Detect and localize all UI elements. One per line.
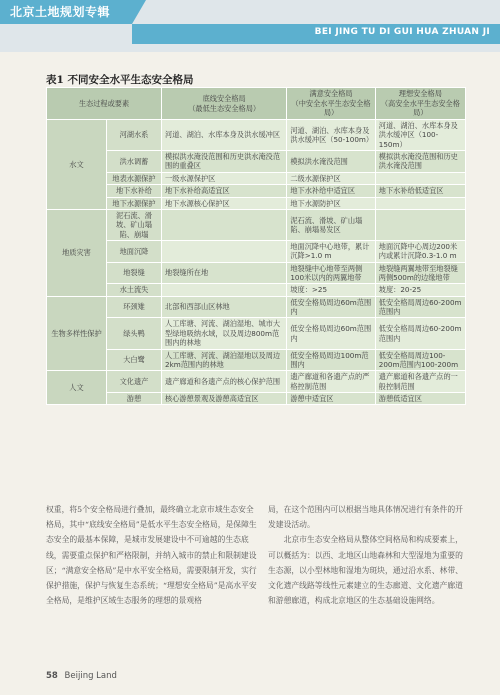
header-ideal xyxy=(375,88,465,120)
value-cell: 地面沉降中心地带，累计沉降>1.0 m xyxy=(287,240,375,262)
value-cell: 模拟洪水淹没范围和历史洪水淹没范围的重叠区 xyxy=(162,151,287,173)
body-text-right xyxy=(268,502,468,608)
value-cell: 地裂缝两翼地带至地裂缝两侧500m的边缘地带 xyxy=(375,262,465,284)
page-number: 58 xyxy=(46,671,58,681)
factor-cell: 环颈雉 xyxy=(107,296,162,318)
header-line: （中安全水平生态安全格局） xyxy=(291,98,371,118)
category-cell: 水文 xyxy=(47,120,107,210)
value-cell xyxy=(375,197,465,209)
table-row xyxy=(47,197,466,209)
table-row xyxy=(47,240,466,262)
value-cell: 模拟洪水淹没范围 xyxy=(287,151,375,173)
value-cell xyxy=(375,209,465,240)
value-cell xyxy=(375,172,465,184)
header-banner xyxy=(0,0,500,52)
value-cell: 一级水源保护区 xyxy=(162,172,287,184)
value-cell: 低安全格局周边60m范围内 xyxy=(287,318,375,349)
value-cell: 游憩低适宜区 xyxy=(375,392,465,404)
header-line: 底线安全格局 xyxy=(202,94,246,104)
value-cell xyxy=(162,284,287,296)
value-cell: 坡度：20-25 xyxy=(375,284,465,296)
value-cell: 北部和西部山区林地 xyxy=(162,296,287,318)
factor-cell: 河湖水系 xyxy=(107,120,162,151)
factor-cell: 大白鹭 xyxy=(107,349,162,371)
value-cell: 低安全格局周边100m范围内 xyxy=(287,349,375,371)
header-line: 生态过程或要素 xyxy=(78,98,130,108)
value-cell: 遗产廊道和各遗产点的核心保护范围 xyxy=(162,371,287,393)
table-row xyxy=(47,185,466,197)
section-pinyin: BEI JING TU DI GUI HUA ZHUAN JI xyxy=(314,27,490,37)
header-line: （高安全水平生态安全格局） xyxy=(380,98,460,118)
value-cell: 低安全格局周边100-200m范围内100-200m xyxy=(375,349,465,371)
category-cell: 地质灾害 xyxy=(47,209,107,296)
value-cell xyxy=(162,240,287,262)
table-header-row xyxy=(47,88,466,120)
table-row xyxy=(47,392,466,404)
factor-cell: 水土流失 xyxy=(107,284,162,296)
value-cell: 地下水补给中适宜区 xyxy=(287,185,375,197)
page-footer xyxy=(46,671,117,681)
header-baseline xyxy=(162,88,287,120)
value-cell: 人工库塘、河流、湖泊湿地、城市大型绿地吸纳水域，以及周边800m范围内的林地 xyxy=(162,318,287,349)
header-factor xyxy=(47,88,162,120)
value-cell: 泥石流、滑坡、矿山塌陷、崩塌易发区 xyxy=(287,209,375,240)
value-cell: 地下水补给高适宜区 xyxy=(162,185,287,197)
table-body xyxy=(47,120,466,405)
body-text-left xyxy=(46,502,258,608)
value-cell: 地裂缝所在地 xyxy=(162,262,287,284)
table-row xyxy=(47,284,466,296)
table-row xyxy=(47,349,466,371)
section-title: 北京土地规划专辑 xyxy=(0,0,132,24)
value-cell: 低安全格局周边60-200m范围内 xyxy=(375,318,465,349)
value-cell: 游憩中适宜区 xyxy=(287,392,375,404)
table-row xyxy=(47,371,466,393)
security-pattern-table xyxy=(46,87,466,405)
value-cell: 遗产廊道和各遗产点的一般控制范围 xyxy=(375,371,465,393)
factor-cell: 地下水补给 xyxy=(107,185,162,197)
value-cell: 二级水源保护区 xyxy=(287,172,375,184)
value-cell: 人工库塘、河流、湖泊湿地以及周边2km范围内的林地 xyxy=(162,349,287,371)
value-cell: 低安全格局周边60-200m范围内 xyxy=(375,296,465,318)
table-row xyxy=(47,151,466,173)
paragraph: 北京市生态安全格局从整体空间格局和构成要素上，可以概括为：以西、北地区山地森林和大型湿地为重要的生态源，以小型林地和湿地为斑块，通过沿水系、林带、文化遗产线路等线性元素建立的生态廊道、文化遗产廊道和游憩廊道，构成北京地区的生态基础设施网络。 xyxy=(268,535,463,606)
value-cell: 坡度：>25 xyxy=(287,284,375,296)
factor-cell: 泥石流、滑坡、矿山塌陷、崩塌 xyxy=(107,209,162,240)
table-row xyxy=(47,296,466,318)
factor-cell: 地裂缝 xyxy=(107,262,162,284)
value-cell: 河道、湖泊、水库本身及洪水缓冲区（50-100m） xyxy=(287,120,375,151)
header-line: （最低生态安全格局） xyxy=(188,103,261,113)
journal-name: Beijing Land xyxy=(64,671,117,681)
banner-tab-tail xyxy=(132,0,146,24)
table-row xyxy=(47,209,466,240)
value-cell: 地下水补给低适宜区 xyxy=(375,185,465,197)
table-caption: 表1 不同安全水平生态安全格局 xyxy=(46,74,194,86)
table-row xyxy=(47,172,466,184)
value-cell: 地面沉降中心周边200米内或累计沉降0.3-1.0 m xyxy=(375,240,465,262)
value-cell: 低安全格局周边60m范围内 xyxy=(287,296,375,318)
factor-cell: 地表水源保护 xyxy=(107,172,162,184)
category-cell: 人文 xyxy=(47,371,107,405)
factor-cell: 地下水源保护 xyxy=(107,197,162,209)
table-row xyxy=(47,262,466,284)
header-satisfactory xyxy=(287,88,375,120)
factor-cell: 游憩 xyxy=(107,392,162,404)
value-cell: 河道、湖泊、水库本身及洪水缓冲区 xyxy=(162,120,287,151)
category-cell: 生物多样性保护 xyxy=(47,296,107,371)
table-row xyxy=(47,120,466,151)
paragraph: 权重，将5个安全格局进行叠加，最终确立北京市域生态安全格局，其中“底线安全格局”是低水平生态安全格局，是保障生态安全的最基本保障，是城市发展建设中不可逾越的生态底线，需要重点保护和严格限制，并纳入城市的禁止和限制建设区；“满意安全格局”是中水平安全格局，需要限制开发，实行保护措施，保护与恢复生态系统；“理想安全格局”是高水平安全格局，是维护区域生态服务的理想的景观格 xyxy=(46,505,257,606)
table-row xyxy=(47,318,466,349)
value-cell: 遗产廊道和各遗产点的严格控制范围 xyxy=(287,371,375,393)
factor-cell: 绿头鸭 xyxy=(107,318,162,349)
factor-cell: 洪水调蓄 xyxy=(107,151,162,173)
value-cell: 地裂缝中心地带至两侧100米以内的两翼地带 xyxy=(287,262,375,284)
factor-cell: 文化遗产 xyxy=(107,371,162,393)
header-line: 理想安全格局 xyxy=(398,89,442,99)
value-cell: 模拟洪水淹没范围和历史洪水淹没范围 xyxy=(375,151,465,173)
value-cell: 核心游憩景观及游憩高适宜区 xyxy=(162,392,287,404)
header-line: 满意安全格局 xyxy=(309,89,353,99)
value-cell xyxy=(162,209,287,240)
value-cell: 地下水源防护区 xyxy=(287,197,375,209)
factor-cell: 地面沉降 xyxy=(107,240,162,262)
value-cell: 地下水源核心保护区 xyxy=(162,197,287,209)
paragraph: 局，在这个范围内可以根据当地具体情况进行有条件的开发建设活动。 xyxy=(268,505,463,530)
value-cell: 河道、湖泊、水库本身及洪水缓冲区（100-150m） xyxy=(375,120,465,151)
